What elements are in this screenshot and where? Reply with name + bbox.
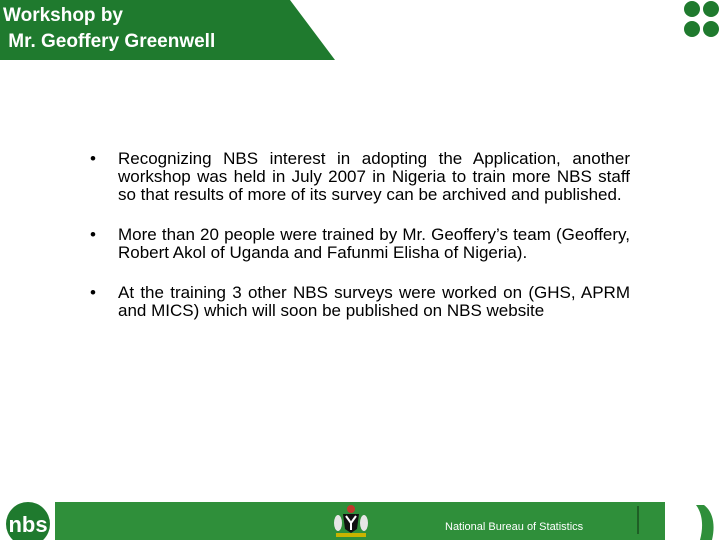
bullet-item — [90, 284, 630, 320]
slide-title: Workshop by Mr. Geoffery Greenwell — [3, 5, 216, 52]
footer-organization: National Bureau of Statistics — [445, 521, 584, 533]
bullet-text: More than 20 people were trained by Mr. Geoffery’s team (Geoffery, Robert Akol of Uganda and Fafunmi Elisha of Nigeria). — [118, 225, 630, 262]
nbs-logo-icon — [0, 498, 56, 540]
nbs-logo-text: nbs — [8, 512, 48, 537]
title-banner — [0, 0, 340, 60]
corner-mark-icon — [690, 505, 720, 540]
bullet-item — [90, 226, 630, 262]
bullet-marker: • — [90, 225, 96, 244]
coat-of-arms-icon — [330, 503, 372, 540]
bullet-text: Recognizing NBS interest in adopting the Application, another workshop was held in July 2007 in Nigeria to train more NBS staff so that results of more of its survey can be archived and published. — [118, 149, 630, 204]
bullet-text: At the training 3 other NBS surveys were worked on (GHS, APRM and MICS) which will soon be published on NBS website — [118, 283, 630, 320]
bullet-item — [90, 150, 630, 204]
bullet-marker: • — [90, 149, 96, 168]
decorative-dots-icon — [682, 0, 720, 40]
bullet-marker: • — [90, 283, 96, 302]
bullet-list — [90, 150, 630, 342]
footer-divider — [637, 506, 639, 534]
